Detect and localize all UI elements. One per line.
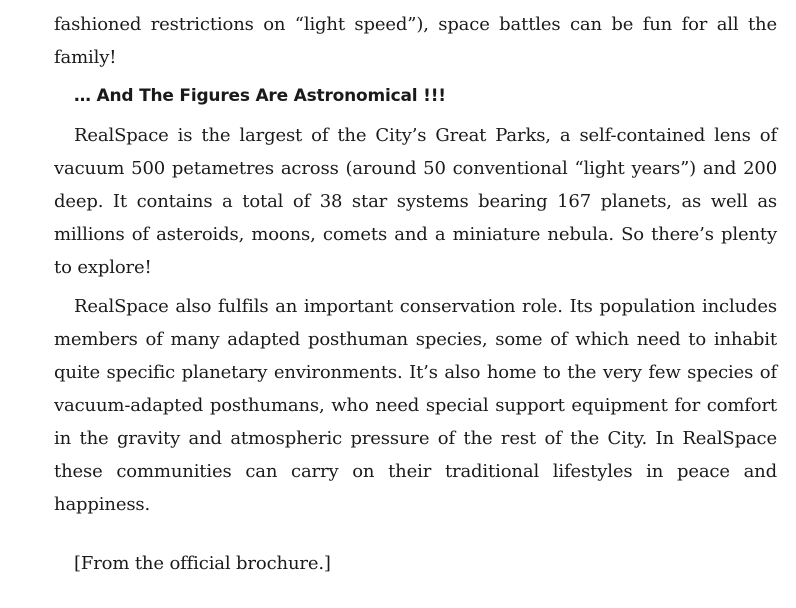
section-heading: … And The Figures Are Astronomical !!! <box>74 86 446 106</box>
paragraph-realspace-size: RealSpace is the largest of the City’s Great Parks, a self-contained lens of vacuum 500 petametres across (around 50 conventional “light years”) and 200 deep. It contains a total of 38 star systems bearing 167 planets, as well as millions of asteroids, moons, comets and a miniature nebula. So there’s plenty to explore! <box>54 125 777 278</box>
paragraph-continued: fashioned restrictions on “light speed”), space battles can be fun for all the family! <box>54 14 777 68</box>
source-attribution: [From the official brochure.] <box>74 553 331 574</box>
paragraph-conservation: RealSpace also fulfils an important conservation role. Its population includes members of many adapted posthuman species, some of which need to inhabit quite specific planetary environments. It’s also home to the very few species of vacuum-adapted posthumans, who need special support equipment for comfort in the gravity and atmospheric pressure of the rest of the City. In RealSpace these communities can carry on their traditional lifestyles in peace and happiness. <box>54 296 777 515</box>
document-page <box>54 8 777 580</box>
